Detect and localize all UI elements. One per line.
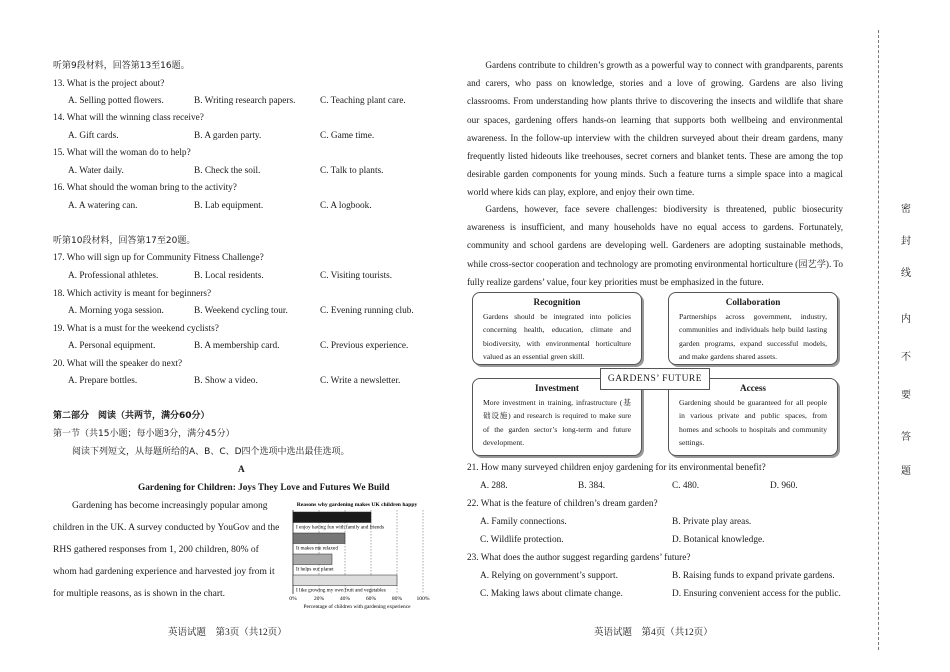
q22-option-c[interactable]: C. Wildlife protection. [480,535,564,545]
margin-char: 题 [901,466,911,477]
passage-line-2: children in the UK. A survey conducted by YouGov and the [53,523,280,533]
question-19: 19. What is a must for the weekend cyclists? [53,324,219,334]
q14-option-b[interactable]: B. A garden party. [194,131,262,141]
chart-x-tick-label: 100% [416,596,430,602]
passage-title: Gardening for Children: Joys They Love and Futures We Build [138,483,390,493]
question-18: 18. Which activity is meant for beginners? [53,289,212,299]
reading-instruction: 阅读下列短文，从每题所给的A、B、C、D四个选项中选出最佳选项。 [72,447,350,457]
q21-option-b[interactable]: B. 384. [578,481,606,491]
listen10-heading: 听第10段材料，回答第17至20题。 [53,236,196,246]
q14-option-c[interactable]: C. Game time. [320,131,375,141]
passage-line-4: whom had gardening experience and harvested joy from it [53,567,275,577]
margin-char: 要 [901,390,911,401]
question-14: 14. What will the winning class receive? [53,113,204,123]
question-20: 20. What will the speaker do next? [53,359,183,369]
chart-x-ticks [289,596,430,602]
chart-x-tick-label: 60% [365,596,377,602]
box-recognition [472,292,642,365]
q19-option-b[interactable]: B. A membership card. [194,341,280,351]
chart-x-tick-label: 80% [391,596,403,602]
q21-option-d[interactable]: D. 960. [770,481,798,491]
box-collaboration [668,292,838,365]
q17-option-a[interactable]: A. Professional athletes. [68,271,159,281]
section1-heading: 第一节（共15小题；每小题3分，满分45分） [53,429,235,439]
q16-option-b[interactable]: B. Lab equipment. [194,201,264,211]
q21-option-a[interactable]: A. 288. [480,481,508,491]
q13-option-b[interactable]: B. Writing research papers. [194,96,296,106]
chart-bar [293,554,332,565]
q19-option-c[interactable]: C. Previous experience. [320,341,409,351]
chart-bar [293,533,345,544]
chart-category-label: I enjoy having fun with family and friends [296,524,385,531]
box-invest-title: Investment [535,383,579,393]
box-access-title: Access [739,383,767,393]
chart-x-tick-label: 40% [339,596,351,602]
question-15: 15. What will the woman do to help? [53,148,191,158]
box-recognition-title: Recognition [533,297,581,307]
chart-x-label: Percentage of children with gardening experience [303,604,411,610]
part2-heading: 第二部分 阅读（共两节，满分60分） [53,411,210,421]
page-footer-right: 英语试题 第4页（共12页） [594,628,713,638]
q15-option-a[interactable]: A. Water daily. [68,166,124,176]
box-collab-title: Collaboration [725,297,781,307]
paragraph-1: Gardens contribute to children’s growth as a powerful way to connect with grandparents, parents and carers, who pass on knowledge, stories and a love of growing. Gardens are also living classrooms. From understanding how plants thrive to discovering the insects and wildlife that share our spaces, gardening offers hands-on learning that supports both wellbeing and environmental awareness. In the follow-up interview with the children surveyed about their dream gardens, many frequently listed hideouts like treehouses, secret corners and blanket tents. These are among the top desirable garden components for young minds. Such a feature turns a simple space into a magical world where kids can play, explore, and enjoy their own time. [467,60,843,198]
q23-option-a[interactable]: A. Relying on government’s support. [480,571,618,581]
margin-char: 内 [901,314,911,325]
q16-option-c[interactable]: C. A logbook. [320,201,372,211]
box-recognition-text: Gardens should be integrated into policies concerning health, education, climate and biodiversity, with environmental horticulture valued as an essential green skill. [483,312,631,361]
q15-option-b[interactable]: B. Check the soil. [194,166,261,176]
q23-option-d[interactable]: D. Ensuring convenient access for the public. [672,589,841,599]
page-footer-left: 英语试题 第3页（共12页） [168,628,287,638]
q20-option-a[interactable]: A. Prepare bottles. [68,376,138,386]
question-22: 22. What is the feature of children’s dream garden? [467,499,658,509]
q18-option-b[interactable]: B. Weekend cycling tour. [194,306,288,316]
q20-option-b[interactable]: B. Show a video. [194,376,258,386]
q22-option-d[interactable]: D. Botanical knowledge. [672,535,765,545]
passage-line-1: Gardening has become increasingly popular among [72,501,268,511]
passage-line-5: for multiple reasons, as is shown in the chart. [53,589,226,599]
chart-bar [293,575,397,586]
margin-char: 线 [901,268,911,279]
seal-dotted-line [878,30,879,650]
listen9-heading: 听第9段材料，回答第13至16题。 [53,61,190,71]
q13-option-c[interactable]: C. Teaching plant care. [320,96,406,106]
q14-option-a[interactable]: A. Gift cards. [68,131,119,141]
gardens-future-label: GARDENS’ FUTURE [600,368,710,390]
q15-option-c[interactable]: C. Talk to plants. [320,166,384,176]
chart-x-tick-label: 20% [313,596,325,602]
box-access-text: Gardening should be guaranteed for all people in various private and public spaces, from homes and schools to hospitals and community settings. [679,398,827,447]
q23-option-c[interactable]: C. Making laws about climate change. [480,589,623,599]
question-17: 17. Who will sign up for Community Fitness Challenge? [53,253,264,263]
q21-option-c[interactable]: C. 480. [672,481,700,491]
gardening-bar-chart [285,498,430,610]
q22-option-b[interactable]: B. Private play areas. [672,517,752,527]
margin-char: 封 [901,236,911,247]
q17-option-c[interactable]: C. Visiting tourists. [320,271,393,281]
question-23: 23. What does the author suggest regarding gardens’ future? [467,553,691,563]
q17-option-b[interactable]: B. Local residents. [194,271,264,281]
box-invest-text: More investment in training, infrastructure (基础设施) and research is required to make sure of the garden sector’s long-term and future development. [483,398,631,447]
paragraph-2: Gardens, however, face severe challenges: biodiversity is threatened, public biosecurity awareness is insufficient, and many households have no equal access to gardens. Fortunately, community and school gardens are developing well. Gardeners are adopting sustainable methods, while cross-sector cooperation and technology are promoting environmental horticulture (园艺学). To fully realize gardens’ value, four key priorities must be emphasized in the future. [467,204,843,287]
chart-category-label: I like growing my own fruit and vegetables [296,587,386,594]
q13-option-a[interactable]: A. Selling potted flowers. [68,96,164,106]
passage-line-3: RHS gathered responses from 1, 200 children, 80% of [53,545,259,555]
q20-option-c[interactable]: C. Write a newsletter. [320,376,401,386]
question-13: 13. What is the project about? [53,79,165,89]
q16-option-a[interactable]: A. A watering can. [68,201,138,211]
margin-char: 答 [901,432,911,443]
passage-letter: A [238,465,245,475]
q23-option-b[interactable]: B. Raising funds to expand private gardens. [672,571,835,581]
chart-title: Reasons why gardening makes UK children happy [296,502,418,508]
q22-option-a[interactable]: A. Family connections. [480,517,567,527]
margin-char: 不 [901,352,911,363]
box-collab-text: Partnerships across government, industry, communities and individuals help build lasting garden programs, expand successful models, and make gardens shared assets. [679,312,827,361]
left-page [0,0,470,672]
chart-category-label: It helps our planet [296,566,334,573]
chart-bar [293,512,371,523]
q19-option-a[interactable]: A. Personal equipment. [68,341,156,351]
q18-option-c[interactable]: C. Evening running club. [320,306,414,316]
chart-x-tick-label: 0% [289,596,297,602]
question-16: 16. What should the woman bring to the activity? [53,183,237,193]
question-21: 21. How many surveyed children enjoy gardening for its environmental benefit? [467,463,766,473]
margin-char: 密 [901,204,911,215]
q18-option-a[interactable]: A. Morning yoga session. [68,306,164,316]
chart-category-label: It makes me relaxed [296,545,338,552]
